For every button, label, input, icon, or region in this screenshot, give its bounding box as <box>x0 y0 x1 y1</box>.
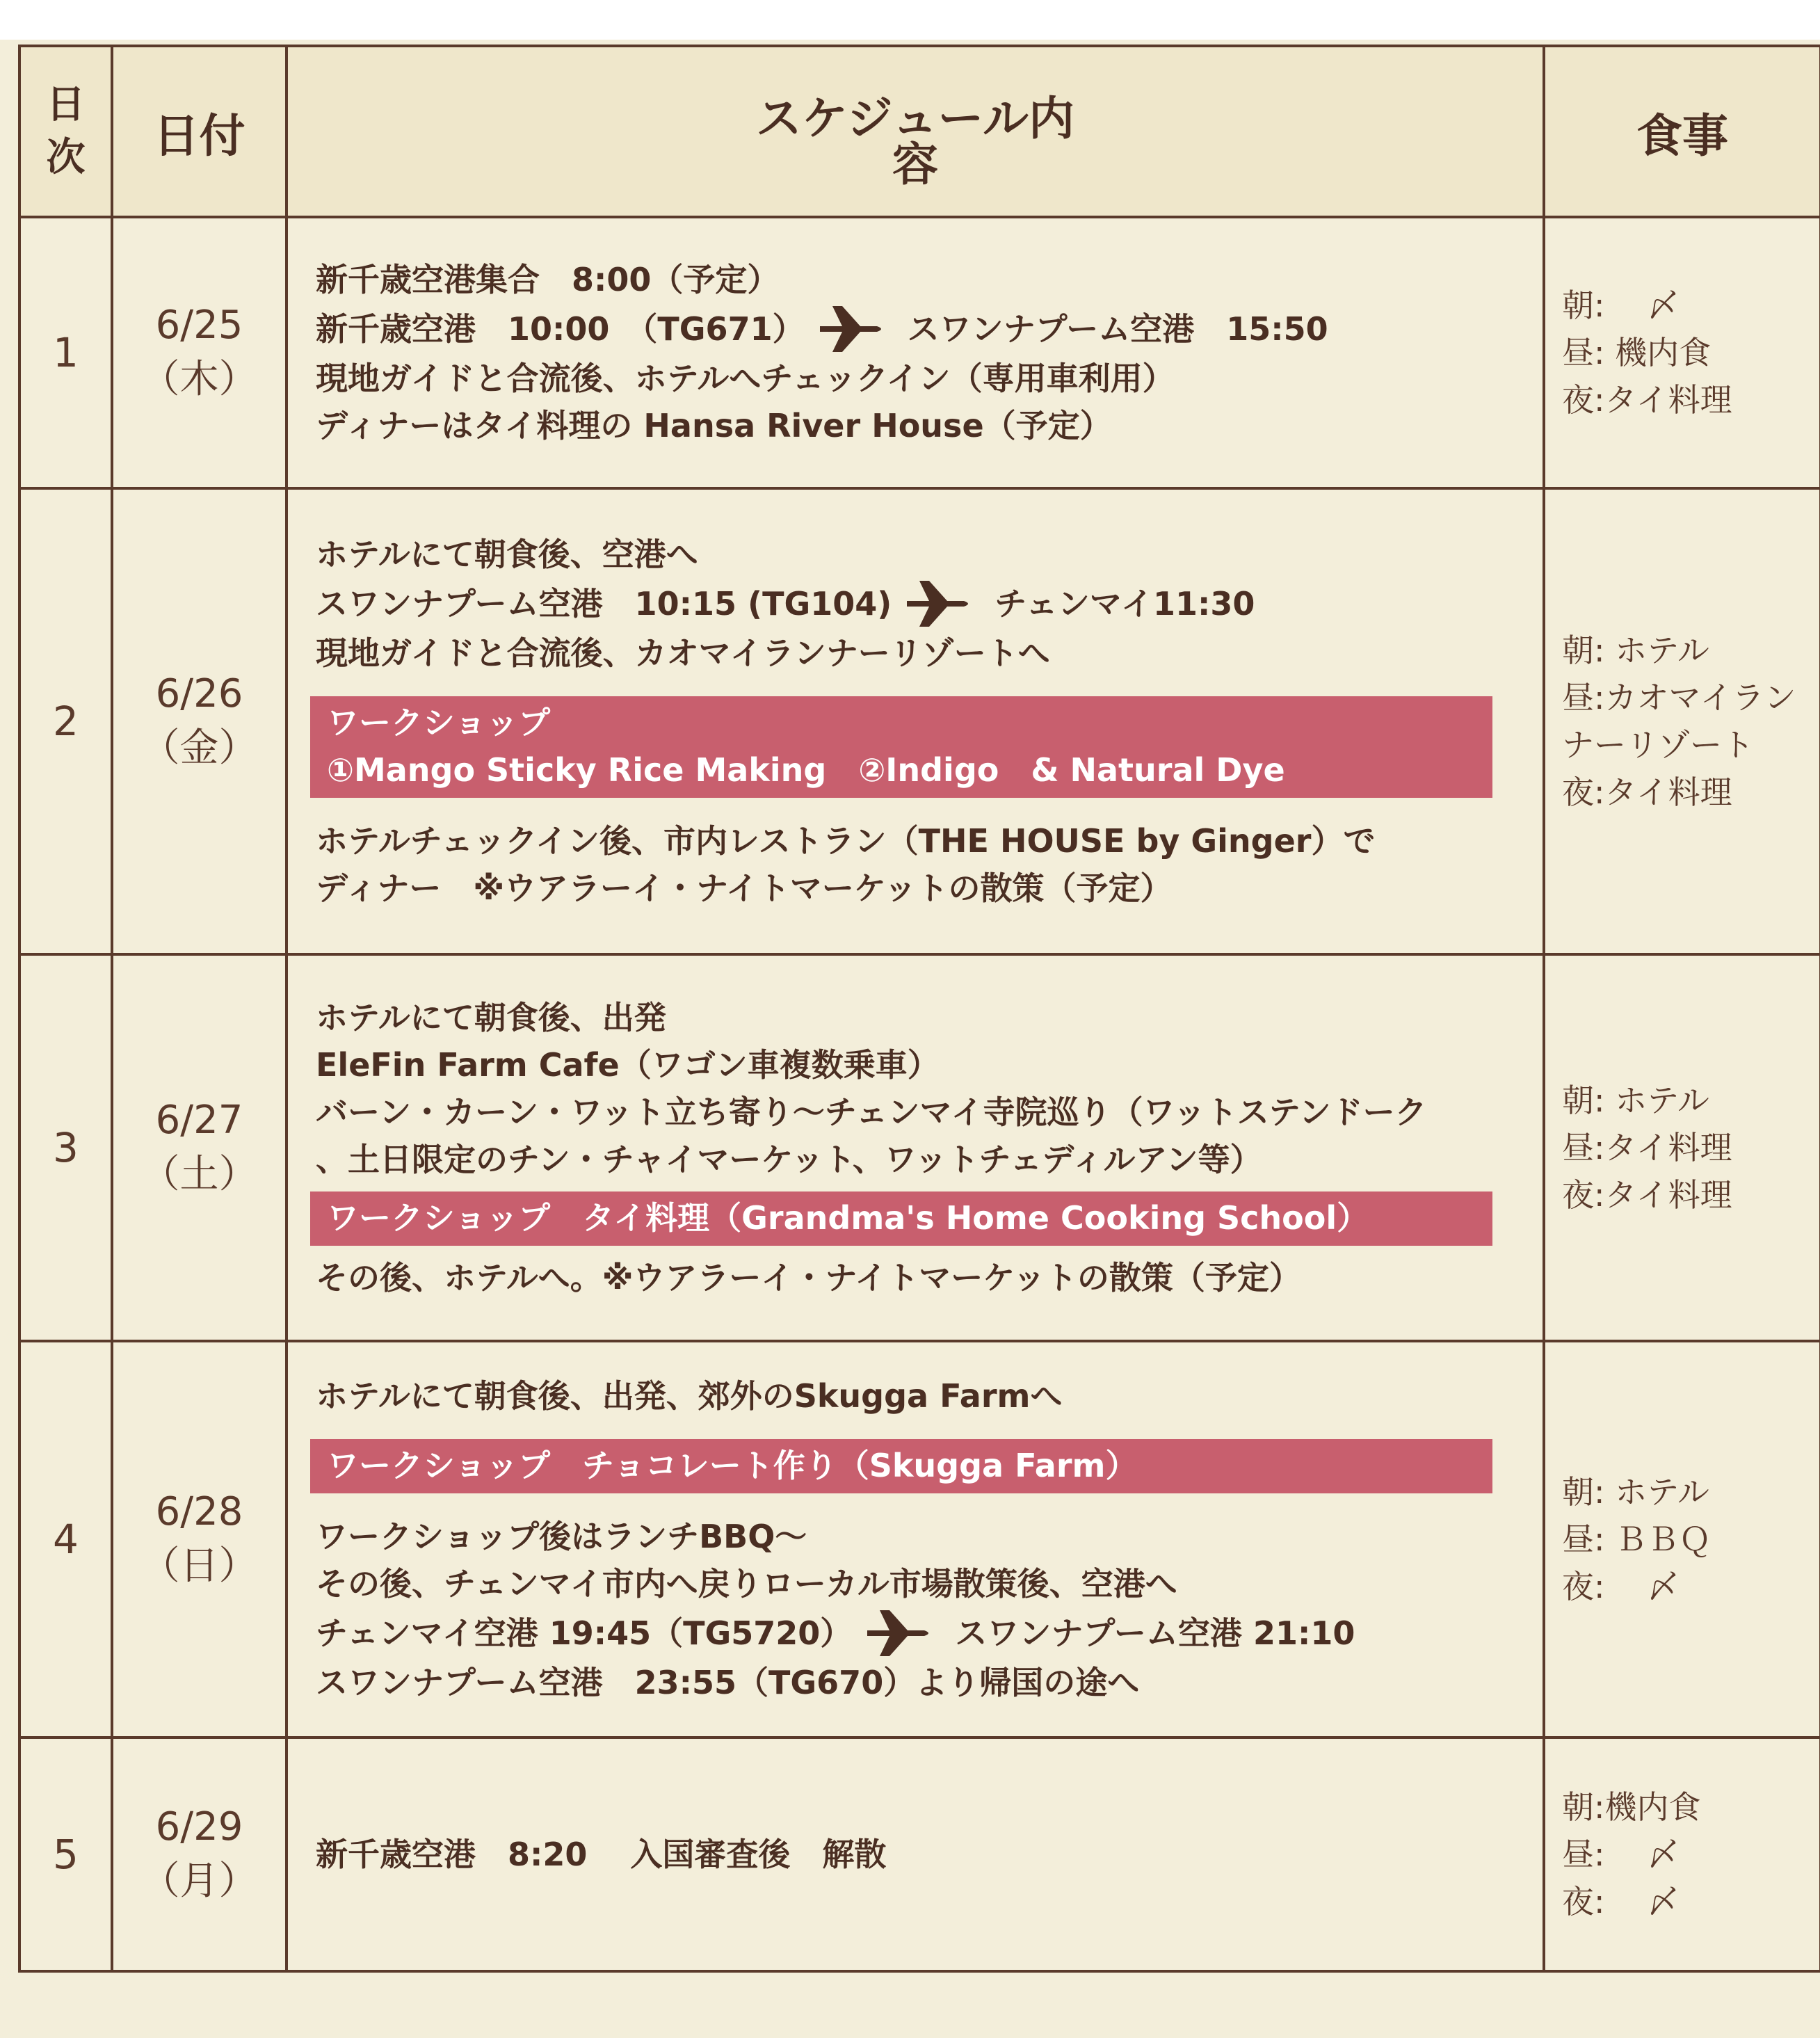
workshop-title: ワークショップ タイ料理（Grandma's Home Cooking School） <box>327 1199 1369 1237</box>
date-cell <box>112 1341 287 1738</box>
flight-line <box>316 303 1543 355</box>
flight-to: スワンナプーム空港 15:50 <box>907 310 1328 348</box>
schedule-cell <box>287 1738 1544 1971</box>
header-schedule <box>287 46 1544 217</box>
schedule-line: ホテルにて朝食後、出発、郊外のSkugga Farmへ <box>316 1377 1063 1415</box>
itinerary-table <box>18 45 1820 1973</box>
meals-cell <box>1544 1341 1820 1738</box>
header-day-line1: 日 <box>46 82 86 127</box>
schedule-line: ディナー ※ウアラーイ・ナイトマーケットの散策（予定） <box>316 869 1173 907</box>
meal-breakfast: 朝:機内食 <box>1562 1788 1701 1826</box>
meal-dinner: 夜:タイ料理 <box>1562 1176 1732 1214</box>
weekday: （木） <box>140 357 258 402</box>
meal-breakfast: 朝: 〆 <box>1562 287 1680 324</box>
meal-lunch-cont: ナーリゾート <box>1562 726 1754 764</box>
workshop-banner <box>310 696 1492 798</box>
schedule-cell <box>287 488 1544 954</box>
date: 6/29 <box>155 1804 243 1850</box>
flight-line <box>316 1607 1543 1659</box>
schedule-line: EleFin Farm Cafe（ワゴン車複数乗車） <box>316 1046 940 1084</box>
schedule-line: ディナーはタイ料理の Hansa River House（予定） <box>316 407 1112 444</box>
airplane-icon <box>904 578 974 629</box>
day-number: 2 <box>19 488 112 954</box>
workshop-title: ワークショップ チョコレート作り（Skugga Farm） <box>327 1447 1138 1484</box>
meals-cell <box>1544 217 1820 488</box>
weekday: （金） <box>140 725 258 771</box>
schedule-line: その後、ホテルへ。※ウアラーイ・ナイトマーケットの散策（予定） <box>316 1259 1301 1297</box>
date-cell <box>112 488 287 954</box>
date: 6/26 <box>155 671 243 716</box>
table-row <box>19 1738 1820 1971</box>
schedule-line: ホテルチェックイン後、市内レストラン（THE HOUSE by Ginger）で <box>316 822 1376 860</box>
flight-from: チェンマイ空港 19:45（TG5720） <box>316 1614 853 1652</box>
schedule-line: スワンナプーム空港 23:55（TG670）より帰国の途へ <box>316 1664 1140 1701</box>
table-row <box>19 217 1820 488</box>
header-row <box>19 46 1820 217</box>
flight-from: スワンナプーム空港 10:15 (TG104) <box>316 585 892 623</box>
meal-lunch: 昼: 〆 <box>1562 1836 1680 1873</box>
schedule-line: バーン・カーン・ワット立ち寄り～チェンマイ寺院巡り（ワットステンドーク <box>316 1093 1427 1131</box>
meal-dinner: 夜:タイ料理 <box>1562 773 1732 811</box>
workshop-title: ワークショップ <box>327 704 551 741</box>
flight-from: 新千歳空港 10:00 （TG671） <box>316 310 805 348</box>
meal-lunch: 昼:カオマイラン <box>1562 679 1796 716</box>
date: 6/28 <box>155 1489 243 1534</box>
schedule-cell <box>287 954 1544 1341</box>
weekday: （月） <box>140 1859 258 1904</box>
schedule-line: その後、チェンマイ市内へ戻りローカル市場散策後、空港へ <box>316 1565 1177 1603</box>
meal-breakfast: 朝: ホテル <box>1562 1082 1709 1119</box>
airplane-icon <box>864 1607 934 1659</box>
flight-to: スワンナプーム空港 21:10 <box>955 1614 1355 1652</box>
schedule-cell <box>287 217 1544 488</box>
date: 6/25 <box>155 303 243 348</box>
meal-dinner: 夜: 〆 <box>1562 1883 1680 1920</box>
table-row <box>19 488 1820 954</box>
header-day-line2: 次 <box>46 135 86 180</box>
top-margin <box>0 0 1820 40</box>
schedule-line: 新千歳空港集合 8:00（予定） <box>316 261 780 298</box>
schedule-line: 、土日限定のチン・チャイマーケット、ワットチェディルアン等） <box>316 1141 1262 1178</box>
meal-lunch: 昼: ＢＢＱ <box>1562 1521 1712 1558</box>
schedule-line: 現地ガイドと合流後、カオマイランナーリゾートへ <box>316 634 1050 672</box>
day-number: 4 <box>19 1341 112 1738</box>
header-meals: 食事 <box>1544 46 1820 217</box>
meals-cell <box>1544 488 1820 954</box>
schedule-line: ワークショップ後はランチBBQ～ <box>316 1518 807 1555</box>
schedule-line: ホテルにて朝食後、空港へ <box>316 536 698 573</box>
date: 6/27 <box>155 1098 243 1143</box>
workshop-banner <box>310 1191 1492 1246</box>
meal-breakfast: 朝: ホテル <box>1562 1473 1709 1511</box>
day-number: 3 <box>19 954 112 1341</box>
workshop-banner <box>310 1439 1492 1493</box>
schedule-line: 新千歳空港 8:20 入国審査後 解散 <box>316 1836 887 1873</box>
flight-line <box>316 578 1543 629</box>
meal-lunch: 昼: 機内食 <box>1562 334 1712 371</box>
day-number: 5 <box>19 1738 112 1971</box>
day-number: 1 <box>19 217 112 488</box>
date-cell <box>112 217 287 488</box>
flight-to: チェンマイ11:30 <box>994 585 1255 623</box>
workshop-detail: ①Mango Sticky Rice Making ②Indigo & Natural Dye <box>327 751 1285 789</box>
meal-lunch: 昼:タイ料理 <box>1562 1129 1732 1166</box>
table-row <box>19 954 1820 1341</box>
header-day <box>19 46 112 217</box>
meal-dinner: 夜: 〆 <box>1562 1568 1680 1605</box>
header-date: 日付 <box>112 46 287 217</box>
airplane-icon <box>817 303 887 355</box>
meals-cell <box>1544 954 1820 1341</box>
date-cell <box>112 1738 287 1971</box>
schedule-line: ホテルにて朝食後、出発 <box>316 999 666 1036</box>
date-cell <box>112 954 287 1341</box>
table-row <box>19 1341 1820 1738</box>
weekday: （日） <box>140 1543 258 1589</box>
header-schedule-line1: スケジュール内 <box>755 92 1075 145</box>
weekday: （土） <box>140 1152 258 1197</box>
meal-breakfast: 朝: ホテル <box>1562 632 1709 669</box>
meal-dinner: 夜:タイ料理 <box>1562 381 1732 419</box>
meals-cell <box>1544 1738 1820 1971</box>
schedule-line: 現地ガイドと合流後、ホテルへチェックイン（専用車利用） <box>316 360 1175 397</box>
header-schedule-line2: 容 <box>892 138 938 191</box>
schedule-cell <box>287 1341 1544 1738</box>
